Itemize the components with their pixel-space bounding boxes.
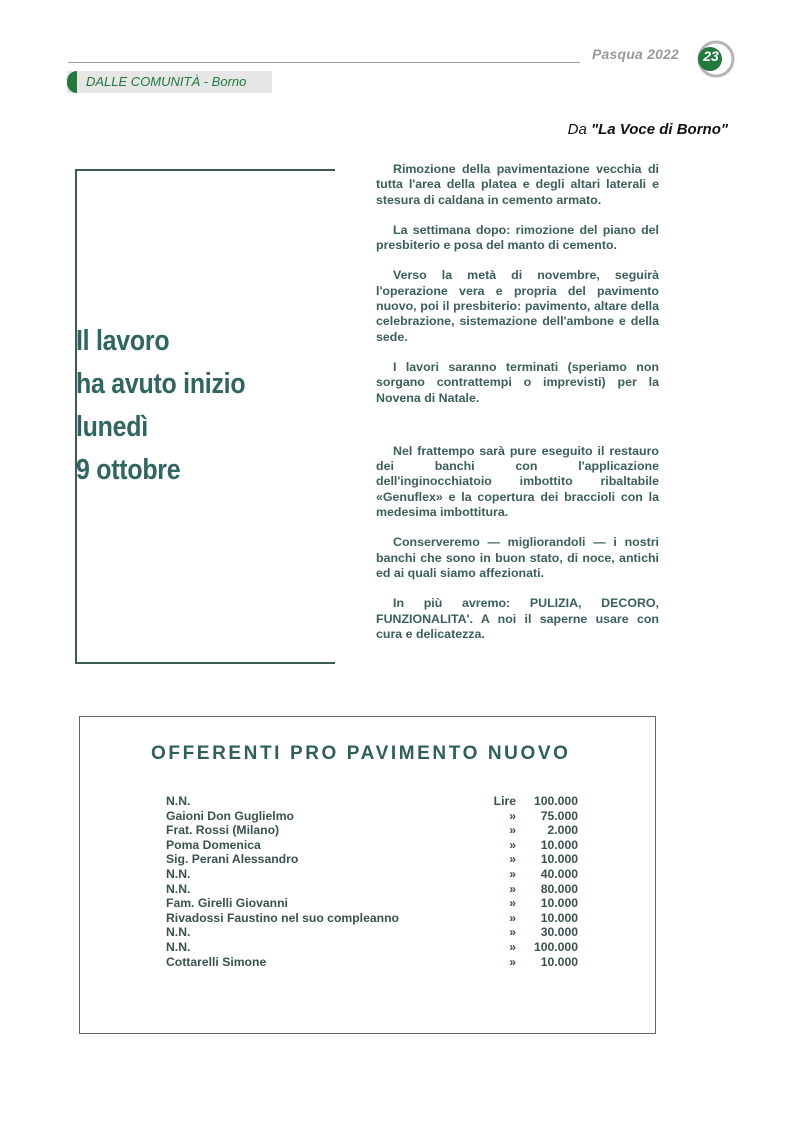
donor-ditto-mark: » (509, 852, 516, 867)
donor-row (166, 896, 578, 911)
headline-line: Il lavoro (76, 325, 170, 357)
headline-line: 9 ottobre (76, 454, 181, 486)
headline-frame-bottom (75, 662, 335, 664)
donor-amount: 10.000 (540, 954, 578, 969)
donor-ditto-mark: » (509, 896, 516, 911)
article-paragraph: I lavori saranno terminati (speriamo non sorgano contrattempi o imprevisti) per la Novena di Natale. (376, 359, 659, 405)
donor-amount: 10.000 (540, 896, 578, 911)
donor-amount: 30.000 (540, 925, 578, 940)
donor-row (166, 955, 578, 970)
header-rule (68, 62, 580, 63)
donor-ditto-mark: » (509, 939, 516, 954)
donor-name: N.N. (166, 866, 191, 881)
section-tag (67, 71, 272, 93)
source-prefix: Da (567, 121, 587, 138)
donor-row (166, 925, 578, 940)
issue-label: Pasqua 2022 (592, 46, 680, 62)
article-paragraph: Conserveremo — migliorandoli — i nostri banchi che sono in buon stato, di noce, antichi ed ai quali siamo affezionati. (376, 535, 659, 580)
donor-name: N.N. (166, 794, 191, 808)
donor-ditto-mark: » (509, 866, 516, 881)
donor-name: Poma Domenica (166, 837, 261, 852)
source-title: "La Voce di Borno" (590, 121, 728, 138)
donor-amount: 100.000 (533, 939, 578, 954)
donor-amount: 100.000 (533, 794, 578, 808)
donor-row (166, 794, 578, 809)
section-tag-accent (67, 71, 77, 93)
page-number: 23 (703, 48, 719, 64)
donor-name: N.N. (166, 925, 191, 940)
donor-amount: 40.000 (540, 866, 578, 881)
donor-row (166, 882, 578, 897)
donor-amount: 75.000 (540, 808, 578, 823)
donor-name: N.N. (166, 881, 191, 896)
headline-frame-top (75, 169, 335, 171)
donor-name: Sig. Perani Alessandro (166, 852, 299, 867)
donor-name: N.N. (166, 939, 191, 954)
donor-name: Fam. Girelli Giovanni (166, 896, 288, 911)
article-paragraph: In più avremo: PULIZIA, DECORO, FUNZIONALITA'. A noi il saperne usare con cura e delicatezza. (376, 596, 659, 641)
donor-list (166, 794, 578, 969)
donor-ditto-mark: » (509, 808, 516, 823)
donor-amount: 2.000 (547, 823, 578, 838)
donor-row (166, 940, 578, 955)
donor-row (166, 809, 578, 824)
donor-amount: 80.000 (540, 881, 578, 896)
article-paragraph: Nel frattempo sarà pure eseguito il restauro dei banchi con l'applicazione dell'inginocchiatoio imbottito ribaltabile «Genuflex» e la copertura dei braccioli con la medesima imbottitura. (376, 443, 659, 520)
donor-ditto-mark: » (509, 881, 516, 896)
donor-row (166, 838, 578, 853)
article-paragraph: La settimana dopo: rimozione del piano del presbiterio e posa del manto di cemento. (376, 222, 659, 253)
article-headline (76, 320, 300, 492)
donor-ditto-mark: » (509, 954, 516, 969)
donor-amount: 10.000 (540, 852, 578, 867)
donor-name: Cottarelli Simone (166, 954, 267, 969)
donor-title: OFFERENTI PRO PAVIMENTO NUOVO (151, 743, 571, 764)
donor-name: Rivadossi Faustino nel suo compleanno (166, 910, 399, 925)
article-paragraph: Verso la metà di novembre, seguirà l'operazione vera e propria del pavimento nuovo, poi il presbiterio: pavimento, altare della celebrazione, sistemazione dell'ambone e della sede. (376, 268, 659, 344)
article-paragraph: Rimozione della pavimentazione vecchia di tutta l'area della platea e degli altari laterali e stesura di caldana in cemento armato. (376, 162, 659, 207)
headline-line: ha avuto inizio (76, 368, 246, 400)
donor-row (166, 867, 578, 882)
donor-name: Frat. Rossi (Milano) (166, 823, 280, 838)
donor-ditto-mark: » (509, 910, 516, 925)
donor-ditto-mark: » (509, 823, 516, 838)
donor-ditto-mark: » (509, 925, 516, 940)
donor-ditto-mark: » (509, 837, 516, 852)
donor-row (166, 823, 578, 838)
donor-row (166, 852, 578, 867)
donor-row (166, 911, 578, 926)
donor-amount: 10.000 (540, 910, 578, 925)
headline-line: lunedì (76, 411, 148, 443)
source-credit (568, 121, 728, 138)
donor-currency: Lire (493, 794, 516, 808)
section-tag-label: DALLE COMUNITÀ - Borno (86, 74, 247, 89)
article-body (376, 162, 659, 642)
donor-name: Gaioni Don Guglielmo (166, 808, 294, 823)
donor-amount: 10.000 (540, 837, 578, 852)
